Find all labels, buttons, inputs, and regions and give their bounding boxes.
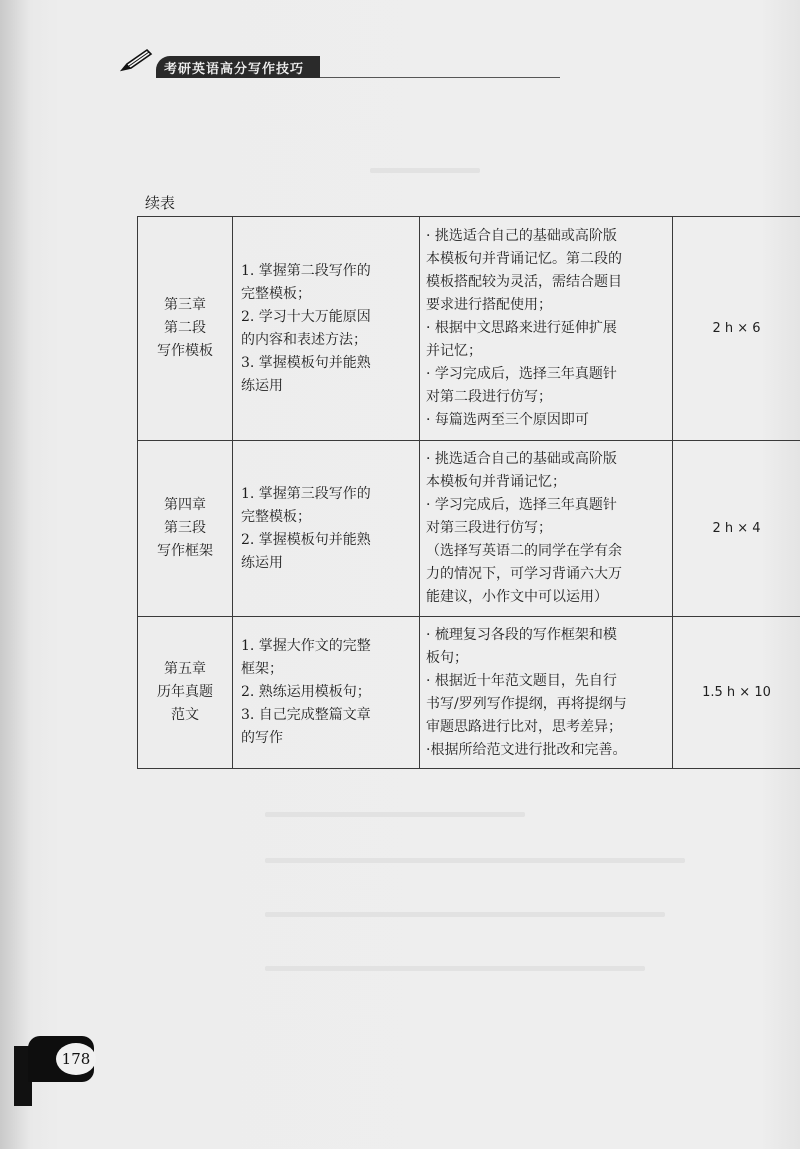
method-cell: · 梳理复习各段的写作框架和模 板句； · 根据近十年范文题目，先自行 书写/罗列写作提纲，再将提纲与 审题思路进行比对，思考差异； ·根据所给范文进行批改和完善。 — [420, 617, 673, 769]
header-title: 考研英语高分写作技巧 — [164, 62, 305, 77]
chapter-cell: 第五章 历年真题 范文 — [138, 617, 233, 769]
goal-cell: 1. 掌握第三段写作的 完整模板； 2. 掌握模板句并能熟 练运用 — [233, 441, 420, 617]
time-cell: 1.5 h × 10 — [673, 617, 800, 769]
table-row — [138, 217, 800, 441]
goal-cell: 1. 掌握第二段写作的 完整模板； 2. 学习十大万能原因 的内容和表述方法； 3. 掌握模板句并能熟 练运用 — [233, 217, 420, 441]
bleed-through-line — [265, 912, 665, 917]
table-row — [138, 617, 800, 769]
method-cell: · 挑选适合自己的基础或高阶版 本模板句并背诵记忆； · 学习完成后，选择三年真题针 对第三段进行仿写； （选择写英语二的同学在学有余 力的情况下，可学习背诵六大万 能建议，小作文中可以运用） — [420, 441, 673, 617]
bleed-through-line — [265, 858, 685, 863]
method-cell: · 挑选适合自己的基础或高阶版 本模板句并背诵记忆。第二段的 模板搭配较为灵活，需结合题目 要求进行搭配使用； · 根据中文思路来进行延伸扩展 并记忆； · 学习完成后，选择三年真题针 对第二段进行仿写； · 每篇选两至三个原因即可 — [420, 217, 673, 441]
time-cell: 2 h × 4 — [673, 441, 800, 617]
chapter-cell: 第三章 第二段 写作模板 — [138, 217, 233, 441]
chapter-cell: 第四章 第三段 写作框架 — [138, 441, 233, 617]
table-row — [138, 441, 800, 617]
study-plan-table — [137, 216, 800, 769]
page-number: 178 — [56, 1043, 96, 1075]
goal-cell: 1. 掌握大作文的完整 框架； 2. 熟练运用模板句； 3. 自己完成整篇文章 的写作 — [233, 617, 420, 769]
header-rule — [320, 77, 560, 78]
running-header — [120, 46, 500, 80]
bleed-through-line — [370, 168, 480, 173]
pencil-icon — [120, 48, 154, 74]
continued-label: 续表 — [145, 194, 176, 212]
bleed-through-line — [265, 966, 645, 971]
time-cell: 2 h × 6 — [673, 217, 800, 441]
bleed-through-line — [265, 812, 525, 817]
